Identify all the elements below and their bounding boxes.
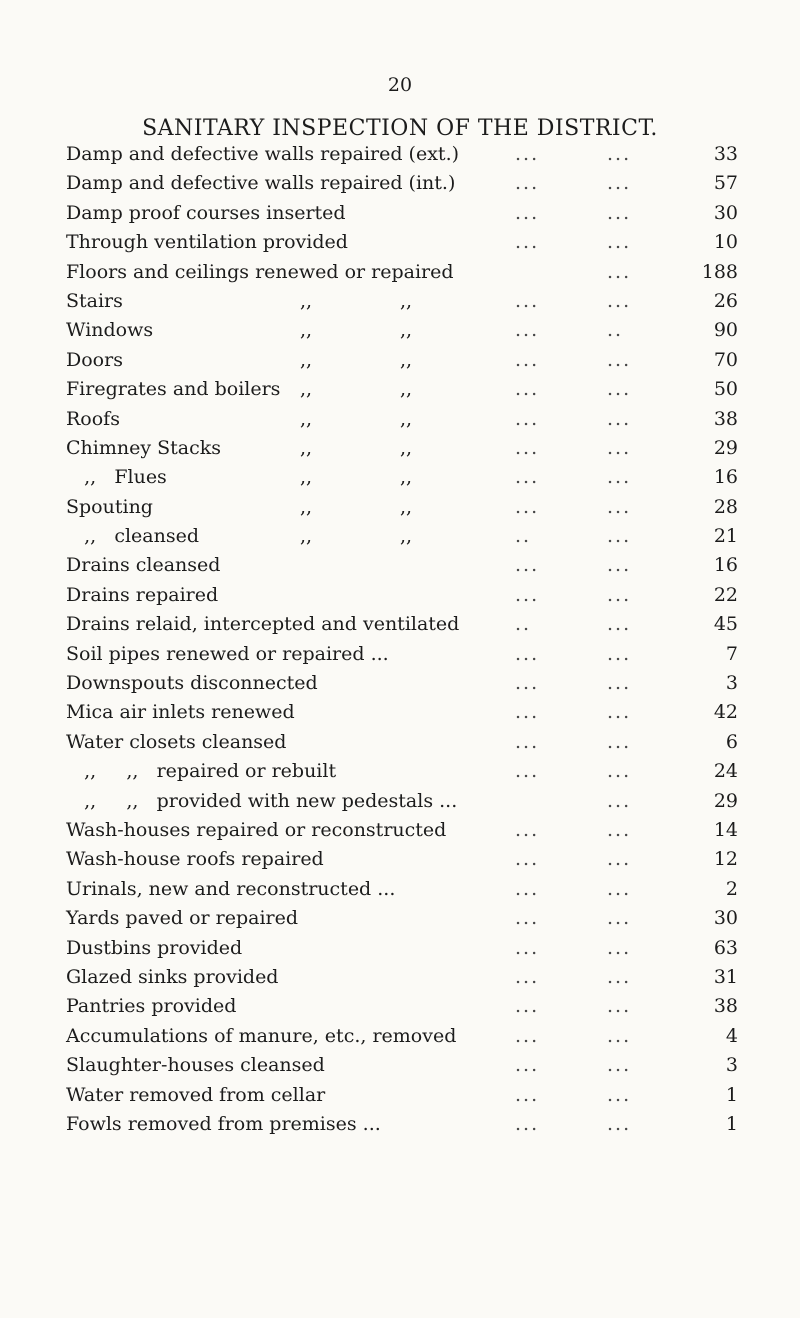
leader-dots: ... bbox=[515, 642, 540, 665]
item-label: Firegrates and boilers bbox=[66, 378, 281, 401]
item-count: 29 bbox=[713, 789, 738, 812]
leader-dots: ... bbox=[515, 701, 540, 724]
item-label: Wash-houses repaired or reconstructed bbox=[66, 818, 447, 841]
ditto-mark: ,, bbox=[400, 495, 413, 518]
leader-dots: ... bbox=[607, 995, 632, 1018]
item-count: 90 bbox=[713, 319, 738, 342]
item-count: 16 bbox=[713, 466, 738, 489]
ditto-mark: ,, bbox=[400, 407, 413, 430]
item-label: ,, cleansed bbox=[66, 525, 199, 548]
item-label: Water removed from cellar bbox=[66, 1083, 326, 1106]
leader-dots: ... bbox=[607, 907, 632, 930]
leader-dots: ... bbox=[515, 466, 540, 489]
leader-dots: ... bbox=[607, 378, 632, 401]
item-count: 3 bbox=[725, 672, 738, 695]
leader-dots: ... bbox=[607, 613, 632, 636]
item-count: 30 bbox=[713, 201, 738, 224]
ditto-mark: ,, bbox=[300, 407, 313, 430]
item-label: Wash-house roofs repaired bbox=[66, 848, 324, 871]
ditto-mark: ,, bbox=[300, 348, 313, 371]
leader-dots: ... bbox=[607, 642, 632, 665]
item-count: 1 bbox=[725, 1112, 738, 1135]
leader-dots: .. bbox=[515, 525, 532, 548]
item-label: Drains repaired bbox=[66, 583, 219, 606]
item-label: Dustbins provided bbox=[66, 936, 243, 959]
leader-dots: ... bbox=[607, 172, 632, 195]
leader-dots: ... bbox=[515, 995, 540, 1018]
leader-dots: ... bbox=[515, 407, 540, 430]
item-count: 29 bbox=[713, 436, 738, 459]
item-count: 16 bbox=[713, 554, 738, 577]
list-item bbox=[0, 787, 800, 816]
item-label: ,, ,, repaired or rebuilt bbox=[66, 760, 337, 783]
leader-dots: ... bbox=[515, 1024, 540, 1047]
list-item bbox=[0, 375, 800, 404]
item-label: ,, Flues bbox=[66, 466, 167, 489]
list-item bbox=[0, 904, 800, 933]
item-count: 30 bbox=[713, 907, 738, 930]
ditto-mark: ,, bbox=[300, 319, 313, 342]
item-label: Drains cleansed bbox=[66, 554, 221, 577]
leader-dots: ... bbox=[607, 760, 632, 783]
leader-dots: ... bbox=[515, 348, 540, 371]
item-label: Damp proof courses inserted bbox=[66, 201, 346, 224]
item-count: 63 bbox=[713, 936, 738, 959]
list-item bbox=[0, 1022, 800, 1051]
ditto-mark: ,, bbox=[400, 348, 413, 371]
item-count: 22 bbox=[713, 583, 738, 606]
item-label: Downspouts disconnected bbox=[66, 672, 318, 695]
item-count: 1 bbox=[725, 1083, 738, 1106]
ditto-mark: ,, bbox=[300, 525, 313, 548]
item-count: 14 bbox=[713, 818, 738, 841]
item-label: Water closets cleansed bbox=[66, 730, 287, 753]
leader-dots: ... bbox=[607, 289, 632, 312]
ditto-mark: ,, bbox=[400, 525, 413, 548]
item-count: 57 bbox=[713, 172, 738, 195]
list-item bbox=[0, 728, 800, 757]
list-item bbox=[0, 1110, 800, 1139]
leader-dots: ... bbox=[607, 231, 632, 254]
leader-dots: ... bbox=[515, 965, 540, 988]
leader-dots: ... bbox=[607, 495, 632, 518]
list-item bbox=[0, 258, 800, 287]
list-item bbox=[0, 992, 800, 1021]
leader-dots: ... bbox=[607, 260, 632, 283]
item-count: 4 bbox=[725, 1024, 738, 1047]
leader-dots: ... bbox=[515, 848, 540, 871]
item-label: Urinals, new and reconstructed ... bbox=[66, 877, 396, 900]
leader-dots: ... bbox=[607, 554, 632, 577]
leader-dots: ... bbox=[515, 319, 540, 342]
item-label: Glazed sinks provided bbox=[66, 965, 279, 988]
leader-dots: ... bbox=[607, 348, 632, 371]
item-label: Chimney Stacks bbox=[66, 436, 222, 459]
ditto-mark: ,, bbox=[300, 378, 313, 401]
item-count: 6 bbox=[725, 730, 738, 753]
leader-dots: ... bbox=[607, 436, 632, 459]
inspection-list bbox=[0, 140, 800, 1139]
item-label: Windows bbox=[66, 319, 154, 342]
item-count: 188 bbox=[701, 260, 738, 283]
list-item bbox=[0, 316, 800, 345]
item-count: 24 bbox=[713, 760, 738, 783]
item-count: 26 bbox=[713, 289, 738, 312]
leader-dots: ... bbox=[515, 143, 540, 165]
item-count: 50 bbox=[713, 378, 738, 401]
item-label: Damp and defective walls repaired (int.) bbox=[66, 172, 456, 195]
leader-dots: .. bbox=[607, 319, 624, 342]
leader-dots: ... bbox=[607, 848, 632, 871]
leader-dots: ... bbox=[607, 789, 632, 812]
item-label: Roofs bbox=[66, 407, 120, 430]
list-item bbox=[0, 669, 800, 698]
leader-dots: ... bbox=[607, 407, 632, 430]
item-label: Spouting bbox=[66, 495, 153, 518]
leader-dots: ... bbox=[515, 936, 540, 959]
item-count: 70 bbox=[713, 348, 738, 371]
leader-dots: ... bbox=[607, 818, 632, 841]
item-label: Slaughter-houses cleansed bbox=[66, 1054, 325, 1077]
list-item bbox=[0, 816, 800, 845]
page-title: SANITARY INSPECTION OF THE DISTRICT. bbox=[142, 116, 658, 141]
list-item bbox=[0, 698, 800, 727]
item-count: 10 bbox=[713, 231, 738, 254]
list-item bbox=[0, 581, 800, 610]
leader-dots: ... bbox=[515, 495, 540, 518]
list-item bbox=[0, 346, 800, 375]
list-item bbox=[0, 493, 800, 522]
list-item bbox=[0, 757, 800, 786]
leader-dots: ... bbox=[515, 172, 540, 195]
leader-dots: ... bbox=[515, 554, 540, 577]
leader-dots: ... bbox=[607, 1083, 632, 1106]
ditto-mark: ,, bbox=[400, 466, 413, 489]
leader-dots: ... bbox=[515, 760, 540, 783]
list-item bbox=[0, 551, 800, 580]
ditto-mark: ,, bbox=[400, 289, 413, 312]
leader-dots: ... bbox=[515, 1112, 540, 1135]
list-item bbox=[0, 169, 800, 198]
item-label: Yards paved or repaired bbox=[66, 907, 299, 930]
leader-dots: ... bbox=[607, 730, 632, 753]
item-count: 42 bbox=[713, 701, 738, 724]
item-count: 38 bbox=[713, 995, 738, 1018]
item-count: 7 bbox=[725, 642, 738, 665]
list-item bbox=[0, 875, 800, 904]
leader-dots: ... bbox=[607, 672, 632, 695]
leader-dots: ... bbox=[607, 1024, 632, 1047]
item-count: 12 bbox=[713, 848, 738, 871]
list-item bbox=[0, 963, 800, 992]
list-item bbox=[0, 1051, 800, 1080]
item-label: Floors and ceilings renewed or repaired bbox=[66, 260, 454, 283]
item-label: Fowls removed from premises ... bbox=[66, 1112, 381, 1135]
list-item bbox=[0, 845, 800, 874]
ditto-mark: ,, bbox=[300, 436, 313, 459]
ditto-mark: ,, bbox=[300, 466, 313, 489]
ditto-mark: ,, bbox=[400, 436, 413, 459]
item-count: 21 bbox=[713, 525, 738, 548]
item-label: Soil pipes renewed or repaired ... bbox=[66, 642, 389, 665]
leader-dots: ... bbox=[607, 936, 632, 959]
item-label: ,, ,, provided with new pedestals ... bbox=[66, 789, 458, 812]
list-item bbox=[0, 522, 800, 551]
leader-dots: ... bbox=[515, 672, 540, 695]
list-item bbox=[0, 287, 800, 316]
leader-dots: ... bbox=[607, 701, 632, 724]
item-count: 45 bbox=[713, 613, 738, 636]
list-item bbox=[0, 199, 800, 228]
list-item bbox=[0, 228, 800, 257]
list-item bbox=[0, 934, 800, 963]
item-label: Stairs bbox=[66, 289, 123, 312]
leader-dots: ... bbox=[607, 143, 632, 165]
leader-dots: .. bbox=[515, 613, 532, 636]
leader-dots: ... bbox=[515, 1054, 540, 1077]
leader-dots: ... bbox=[515, 583, 540, 606]
item-count: 2 bbox=[725, 877, 738, 900]
ditto-mark: ,, bbox=[400, 319, 413, 342]
item-count: 3 bbox=[725, 1054, 738, 1077]
ditto-mark: ,, bbox=[300, 495, 313, 518]
list-item bbox=[0, 405, 800, 434]
leader-dots: ... bbox=[515, 201, 540, 224]
leader-dots: ... bbox=[607, 1112, 632, 1135]
page-number: 20 bbox=[387, 74, 413, 96]
ditto-mark: ,, bbox=[300, 289, 313, 312]
leader-dots: ... bbox=[515, 1083, 540, 1106]
item-label: Accumulations of manure, etc., removed bbox=[66, 1024, 457, 1047]
list-item bbox=[0, 640, 800, 669]
item-label: Doors bbox=[66, 348, 123, 371]
leader-dots: ... bbox=[607, 201, 632, 224]
item-label: Damp and defective walls repaired (ext.) bbox=[66, 143, 460, 165]
item-count: 33 bbox=[713, 143, 738, 165]
leader-dots: ... bbox=[515, 436, 540, 459]
leader-dots: ... bbox=[515, 289, 540, 312]
item-label: Mica air inlets renewed bbox=[66, 701, 295, 724]
item-label: Through ventilation provided bbox=[66, 231, 348, 254]
list-item bbox=[0, 463, 800, 492]
leader-dots: ... bbox=[607, 1054, 632, 1077]
item-count: 28 bbox=[713, 495, 738, 518]
leader-dots: ... bbox=[515, 877, 540, 900]
leader-dots: ... bbox=[515, 730, 540, 753]
leader-dots: ... bbox=[515, 231, 540, 254]
list-item bbox=[0, 434, 800, 463]
leader-dots: ... bbox=[607, 525, 632, 548]
leader-dots: ... bbox=[607, 466, 632, 489]
leader-dots: ... bbox=[607, 877, 632, 900]
list-item bbox=[0, 610, 800, 639]
leader-dots: ... bbox=[515, 378, 540, 401]
item-count: 31 bbox=[713, 965, 738, 988]
list-item bbox=[0, 140, 800, 169]
leader-dots: ... bbox=[515, 818, 540, 841]
leader-dots: ... bbox=[515, 907, 540, 930]
leader-dots: ... bbox=[607, 965, 632, 988]
item-label: Drains relaid, intercepted and ventilated bbox=[66, 613, 460, 636]
item-count: 38 bbox=[713, 407, 738, 430]
list-item bbox=[0, 1081, 800, 1110]
leader-dots: ... bbox=[607, 583, 632, 606]
item-label: Pantries provided bbox=[66, 995, 237, 1018]
ditto-mark: ,, bbox=[400, 378, 413, 401]
